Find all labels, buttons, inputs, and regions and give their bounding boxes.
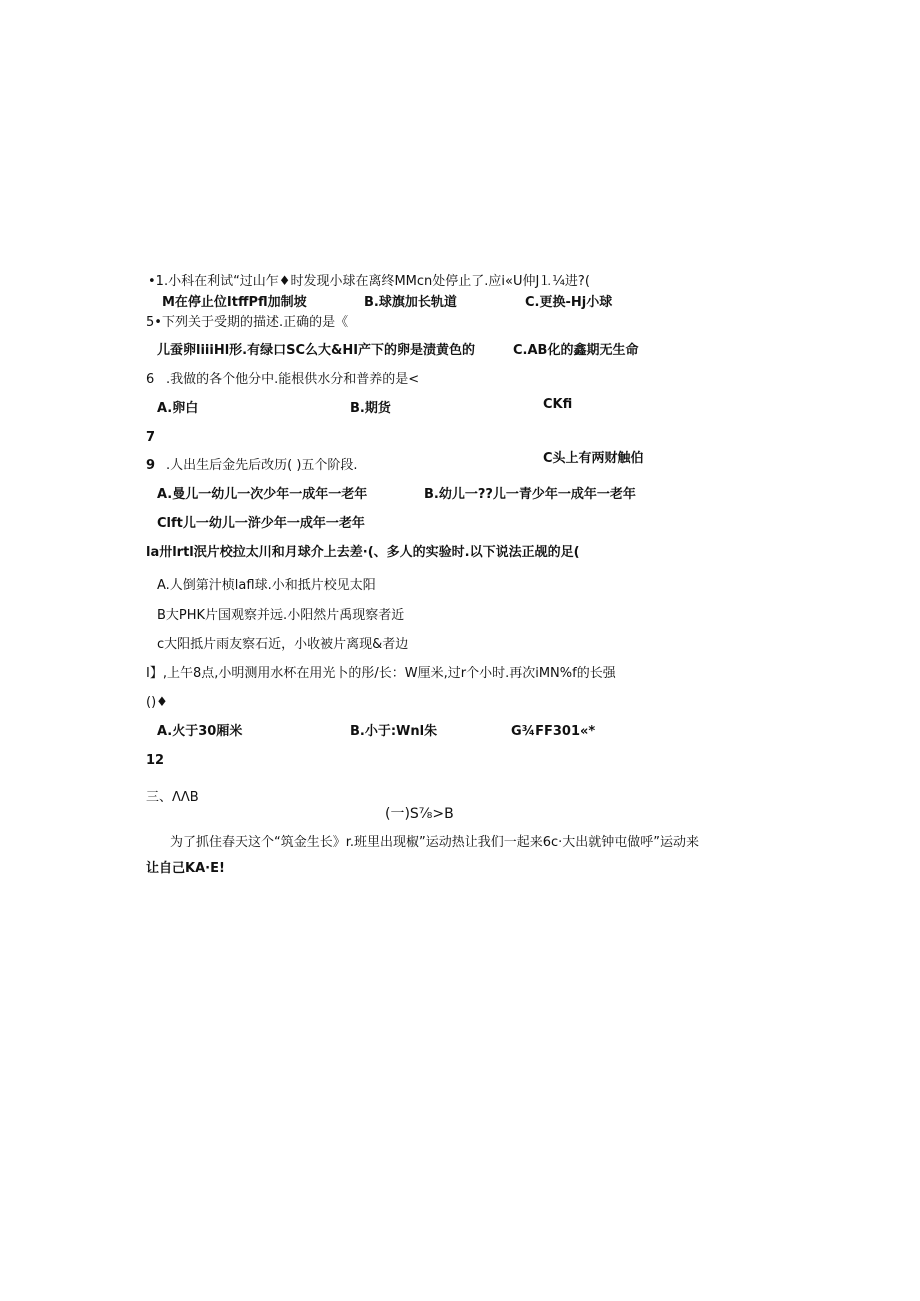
question-6-option-a: A.卵白 — [157, 401, 199, 416]
question-10-option-b: B大PHK片国观察并远.小阳然片禹现察者近 — [157, 608, 405, 623]
section-3-subtitle: (一)S⅞>B — [385, 806, 454, 822]
question-7-number: 7 — [146, 430, 156, 445]
question-10-stem: la卅lrtl泯片校拉太川和月球介上去差·(、多人的实验时.以下说法正觇的足( — [146, 545, 580, 560]
question-9-option-c: Clft儿一幼儿一浒少年一成年一老年 — [157, 516, 365, 531]
question-11-option-a: A.火于30厢米 — [157, 724, 243, 739]
question-11-option-b: B.小于:Wnl朱 — [350, 724, 438, 739]
section-3-title: 三、ΛΛB — [146, 790, 199, 805]
question-1-option-b: B.球旗加长轨道 — [364, 295, 457, 310]
question-11-option-c: G¾FF301«* — [511, 724, 596, 739]
question-11-stem: I】,上午8点,小明测用水杯在用光卜的彤/长：W厘米,过r个小时.再次iMN%f的长强 — [146, 666, 616, 681]
section-3-paragraph-line-1: 为了抓住春天这个“筑金生长》r.班里出现椒”运动热让我们一起来6c·大出就钟屯做呼”运动来 — [170, 835, 700, 850]
question-12-number: 12 — [146, 753, 165, 768]
question-9-stem: .人出生后金先后改历( )五个阶段. — [166, 458, 358, 473]
question-6-stem: .我做的各个他分中.能根供水分和普养的是< — [166, 372, 420, 387]
question-9-side-option: C头上有两财触伯 — [543, 451, 644, 466]
question-9-number: 9 — [146, 458, 156, 473]
question-10-option-c: c大阳抵片雨友察石近，小收被片离现&者边 — [157, 637, 409, 652]
question-5-option-a: 儿蚕卵liiiHl形.有绿口SC么大&HI产下的卵是渍黄色的 — [157, 343, 476, 358]
question-5-stem: 5•下列关于受期的描述.正确的是《 — [146, 315, 349, 330]
question-1-stem: •1.小科在利试“过山乍♦时发现小球在离终MMcn处停止了.应i«U仲J⒈¼进?( — [148, 274, 590, 289]
question-11-paren: ()♦ — [146, 695, 168, 710]
question-9-option-a: A.曼儿一幼儿一次少年一成年一老年 — [157, 487, 368, 502]
question-6-option-b: B.期货 — [350, 401, 391, 416]
question-1-option-c: C.更换-Hj小球 — [525, 295, 613, 310]
question-6-option-c: CKfi — [543, 397, 573, 412]
section-3-paragraph-line-2: 让自己KA·E! — [146, 861, 225, 876]
question-9-option-b: B.幼儿一??儿一青少年一成年一老年 — [424, 487, 636, 502]
question-1-option-a: M在停止位ItffPfl加制坡 — [162, 295, 307, 310]
question-6-number: 6 — [146, 372, 155, 387]
question-5-option-c: C.AB化的鑫期无生命 — [513, 343, 639, 358]
question-10-option-a: A.人倒第汁桢lafl球.小和抵片校见太阳 — [157, 578, 376, 593]
